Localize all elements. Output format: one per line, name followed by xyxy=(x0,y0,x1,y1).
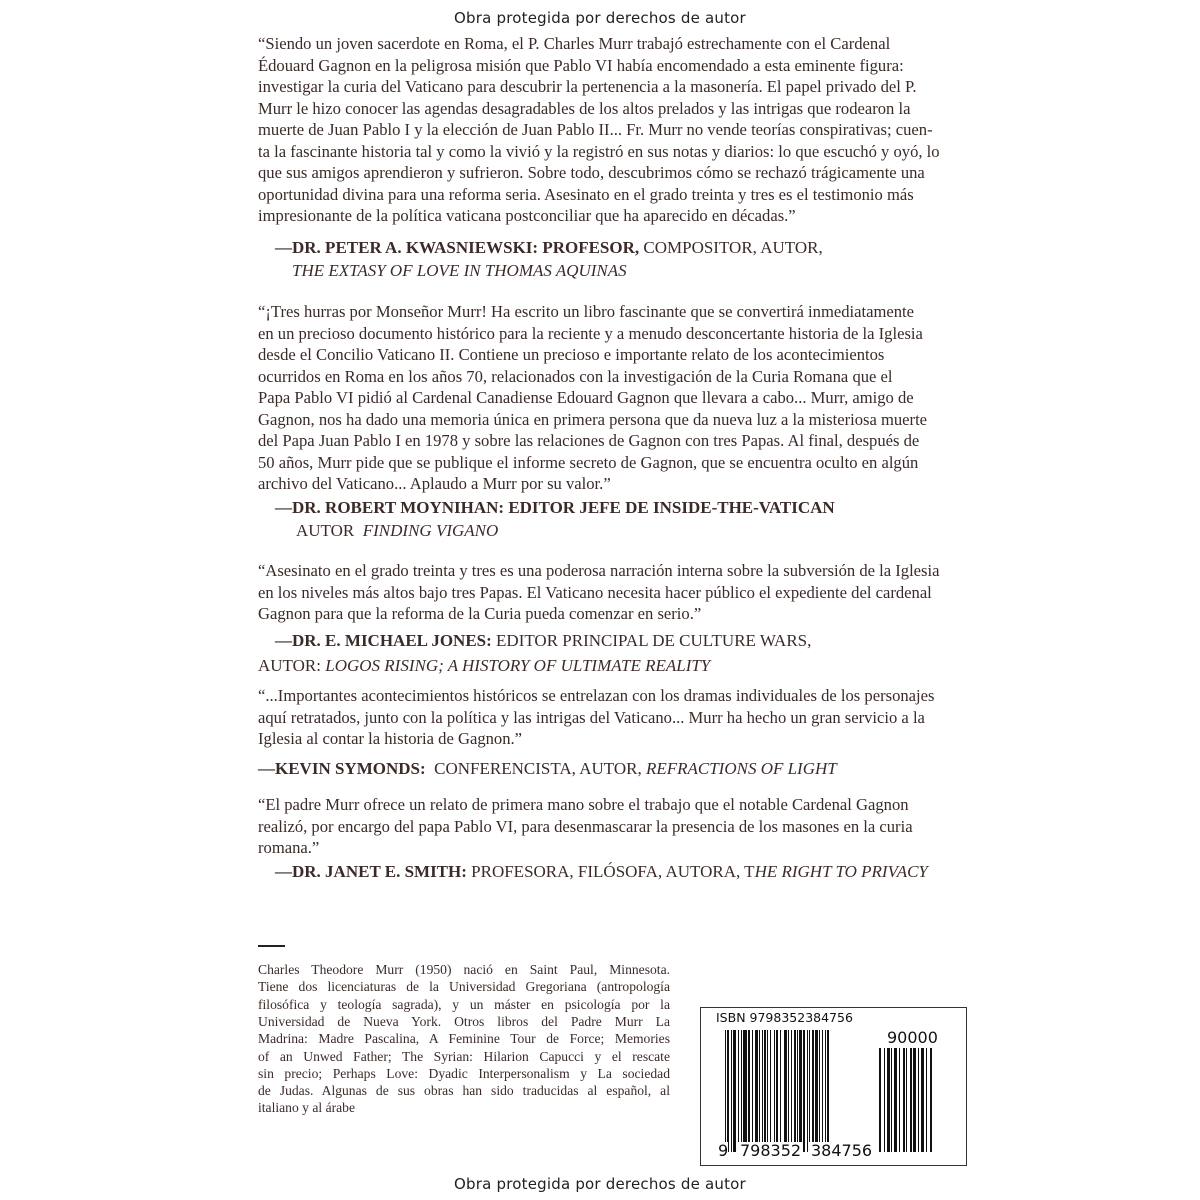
barcode-bar xyxy=(913,1048,916,1152)
quote-line: romana.” xyxy=(258,838,320,857)
quote-line: del Papa Juan Pablo I en 1978 y sobre las relaciones de Gagnon con tres Papas. Al final, después de xyxy=(258,431,920,450)
barcode-bar xyxy=(755,1030,758,1152)
barcode-bar xyxy=(733,1030,736,1152)
barcode-bar xyxy=(774,1030,775,1152)
quote-attribution xyxy=(292,260,627,282)
quote-line: ta la fascinante historia tal y como la vivió y la registró en sus notas y diarios: lo que escuchó y oyó, lo xyxy=(258,141,940,161)
barcode-bar xyxy=(894,1048,897,1152)
barcode-bar xyxy=(807,1030,808,1152)
quote-attribution xyxy=(296,520,498,542)
barcode-bar xyxy=(748,1030,750,1152)
divider-rule xyxy=(258,945,285,947)
quote-attribution xyxy=(258,655,710,677)
endorser-role: EDITOR PRINCIPAL DE CULTURE WARS, xyxy=(491,631,812,650)
endorser-role: COMPOSITOR, AUTOR, xyxy=(639,238,823,257)
quote-line: “Siendo un joven sacerdote en Roma, el P. Charles Murr trabajó estrechamente con el Cardenal xyxy=(258,34,891,53)
barcode-bar xyxy=(794,1030,796,1152)
quote-line: desde el Concilio Vaticano II. Contiene un precioso e importante relato de los acontecimientos xyxy=(258,345,885,364)
quote-line: muerte de Juan Pablo I y la elección de Juan Pablo II... Fr. Murr no vende teorías conspirativas; cuen- xyxy=(258,120,933,139)
book-title: FINDING VIGANO xyxy=(362,521,499,540)
book-title: HE RIGHT TO PRIVACY xyxy=(754,862,928,881)
barcode-bar xyxy=(827,1030,829,1152)
quote-line: impresionante de la política vaticana postconciliar que ha aparecido en décadas.” xyxy=(258,206,796,225)
barcode-bar xyxy=(784,1030,787,1152)
watermark-top: Obra protegida por derechos de autor xyxy=(454,9,746,27)
barcode-bar xyxy=(770,1030,771,1152)
barcode-digits-group1: 798352 xyxy=(740,1141,802,1160)
bio-line: Charles Theodore Murr (1950) nació en Saint Paul, Minnesota. xyxy=(258,962,670,977)
quote-line: “El padre Murr ofrece un relato de primera mano sobre el trabajo que el notable Cardenal Gagnon xyxy=(258,795,909,814)
barcode-bar xyxy=(762,1030,763,1152)
barcode-bar xyxy=(731,1030,732,1152)
quote-line: que sus amigos aprendieron y sufrieron. Sobre todo, descubrimos cómo se rechazó trágicamente una xyxy=(258,163,925,182)
barcode-bar xyxy=(743,1030,747,1152)
bio-line: Universidad de Nueva York. Otros libros del Padre Murr La xyxy=(258,1013,670,1029)
quote-attribution xyxy=(258,758,837,780)
barcode-bar xyxy=(738,1030,739,1152)
barcode-bar xyxy=(825,1030,826,1152)
quote-line: Gagnon para que la reforma de la Curia pueda comenzar en serio.” xyxy=(258,604,702,623)
isbn-label: ISBN 9798352384756 xyxy=(716,1010,853,1025)
barcode-bar xyxy=(815,1030,818,1152)
quote-attribution xyxy=(275,630,811,652)
quote-line: realizó, por encargo del papa Pablo VI, para desenmascarar la presencia de los masones en la curia xyxy=(258,816,913,836)
barcode-bar xyxy=(903,1048,905,1152)
bio-line: Tiene dos licenciaturas de la Universidad Gregoriana (antropología xyxy=(258,979,670,995)
barcode-bar xyxy=(809,1030,810,1152)
barcode-bar xyxy=(791,1030,792,1152)
quote-line: Édouard Gagnon en la peligrosa misión que Pablo VI había encomendado a esta eminente figura: xyxy=(258,55,904,75)
quote-line: “¡Tres hurras por Monseñor Murr! Ha escrito un libro fascinante que se convertirá inmediatamente xyxy=(258,302,915,321)
quote-line: 50 años, Murr pide que se publique el informe secreto de Gagnon, que se encuentra oculto en algún xyxy=(258,452,919,472)
barcode-bar xyxy=(899,1048,900,1152)
barcode-lead-digit: 9 xyxy=(718,1141,729,1160)
book-title: LOGOS RISING; A HISTORY OF ULTIMATE REALITY xyxy=(325,656,711,675)
quote-attribution xyxy=(275,237,823,259)
book-title: REFRACTIONS OF LIGHT xyxy=(645,759,837,778)
barcode-bar xyxy=(906,1048,907,1152)
quote-line: oportunidad divina para una reforma seria. Asesinato en el grado treinta y tres es el testimonio más xyxy=(258,184,914,204)
quote-line: “Asesinato en el grado treinta y tres es una poderosa narración interna sobre la subversión de la Iglesia xyxy=(258,561,940,580)
barcode-bar xyxy=(812,1030,814,1152)
barcode-bar xyxy=(879,1048,881,1152)
quote-line: ocurridos en Roma en los años 70, relacionados con la investigación de la Curia Romana que el xyxy=(258,366,893,386)
quote-attribution xyxy=(275,497,835,519)
addon-digits: 90000 xyxy=(887,1028,938,1047)
barcode-bar xyxy=(741,1030,742,1152)
bio-line: Madrina: Madre Pascalina, A Feminine Tour de Force; Memories xyxy=(258,1031,670,1047)
barcode-bar xyxy=(799,1030,802,1152)
endorser-name: —DR. PETER A. KWASNIEWSKI: PROFESOR, xyxy=(275,238,640,257)
barcode-bar xyxy=(725,1030,726,1152)
quote-line: en los niveles más altos bajo tres Papas. El Vaticano necesita hacer público el expediente del cardenal xyxy=(258,582,932,602)
quote-attribution xyxy=(275,861,928,883)
barcode-bar xyxy=(752,1030,753,1152)
quote-line: aquí retratados, junto con la política y las intrigas del Vaticano... Murr ha hecho un gran servicio a la xyxy=(258,707,925,727)
barcode-bar xyxy=(759,1030,760,1152)
endorser-name: —DR. ROBERT MOYNIHAN: EDITOR JEFE DE INSIDE-THE-VATICAN xyxy=(275,498,835,517)
quote-line: Iglesia al contar la historia de Gagnon.” xyxy=(258,729,523,748)
barcode-bar xyxy=(803,1030,805,1152)
barcode-bar xyxy=(884,1048,885,1152)
barcode-bar xyxy=(797,1030,798,1152)
barcode-bar xyxy=(764,1030,766,1152)
endorser-role: AUTOR: xyxy=(258,656,326,675)
endorser-name: —DR. JANET E. SMITH: xyxy=(275,862,467,881)
quote-line: investigar la curia del Vaticano para descubrir la pertenencia a la masonería. El papel privado del P. xyxy=(258,77,917,96)
bio-line: of an Unwed Father; The Syrian: Hilarion Capucci y el rescate xyxy=(258,1048,670,1064)
quote-line: Gagnon, nos ha dado una memoria única en primera persona que da nueva luz a la misteriosa muerte xyxy=(258,409,928,429)
watermark-bottom: Obra protegida por derechos de autor xyxy=(454,1175,746,1193)
bio-line: italiano y al árabe xyxy=(258,1100,355,1116)
barcode-bar xyxy=(767,1030,768,1152)
quote-line: Murr le hizo conocer las agendas desagradables de los altos prelados y las intrigas que rodearon la xyxy=(258,98,911,118)
endorser-role: CONFERENCISTA, AUTOR, xyxy=(425,759,646,778)
bio-line: filosófica y teología sagrada), y un máster en psicología por la xyxy=(258,996,670,1012)
bio-line: de Judas. Algunas de sus obras han sido traducidas al español, al xyxy=(258,1083,670,1099)
endorser-role: AUTOR xyxy=(296,521,363,540)
barcode-bar xyxy=(926,1048,927,1152)
barcode-bars xyxy=(725,1030,867,1152)
isbn-barcode xyxy=(700,1007,967,1166)
barcode-bar xyxy=(930,1048,932,1152)
barcode-bar xyxy=(788,1030,789,1152)
barcode-bar xyxy=(727,1030,729,1152)
barcode-bar xyxy=(887,1048,890,1152)
quote-line: archivo del Vaticano... Aplaudo a Murr por su valor.” xyxy=(258,474,611,493)
quote-line: “...Importantes acontecimientos históricos se entrelazan con los dramas individuales de los personajes xyxy=(258,686,935,705)
barcode-bar xyxy=(910,1048,912,1152)
barcode-bar xyxy=(891,1048,892,1152)
barcode-digits-group2: 384756 xyxy=(811,1141,873,1160)
book-title: THE EXTASY OF LOVE IN THOMAS AQUINAS xyxy=(292,261,627,280)
bio-line: sin precio; Perhaps Love: Dyadic Interpersonalism y La sociedad xyxy=(258,1065,670,1081)
endorser-role: PROFESORA, FILÓSOFA, AUTORA, T xyxy=(466,862,755,881)
quote-line: en un precioso documento histórico para la reciente y a menudo desconcertante historia de la Iglesia xyxy=(258,323,923,343)
barcode-bar xyxy=(921,1048,924,1152)
barcode-bar xyxy=(780,1030,781,1152)
barcode-bar xyxy=(819,1030,820,1152)
quote-line: Papa Pablo VI pidió al Cardenal Canadiense Edouard Gagnon que llevara a cabo... Murr, amigo de xyxy=(258,388,914,407)
barcode-bar xyxy=(776,1030,778,1152)
endorser-name: —DR. E. MICHAEL JONES: xyxy=(275,631,492,650)
barcode-bar xyxy=(822,1030,823,1152)
barcode-bar xyxy=(918,1048,919,1152)
endorser-name: —KEVIN SYMONDS: xyxy=(258,759,426,778)
addon-barcode-bars xyxy=(879,1048,951,1152)
